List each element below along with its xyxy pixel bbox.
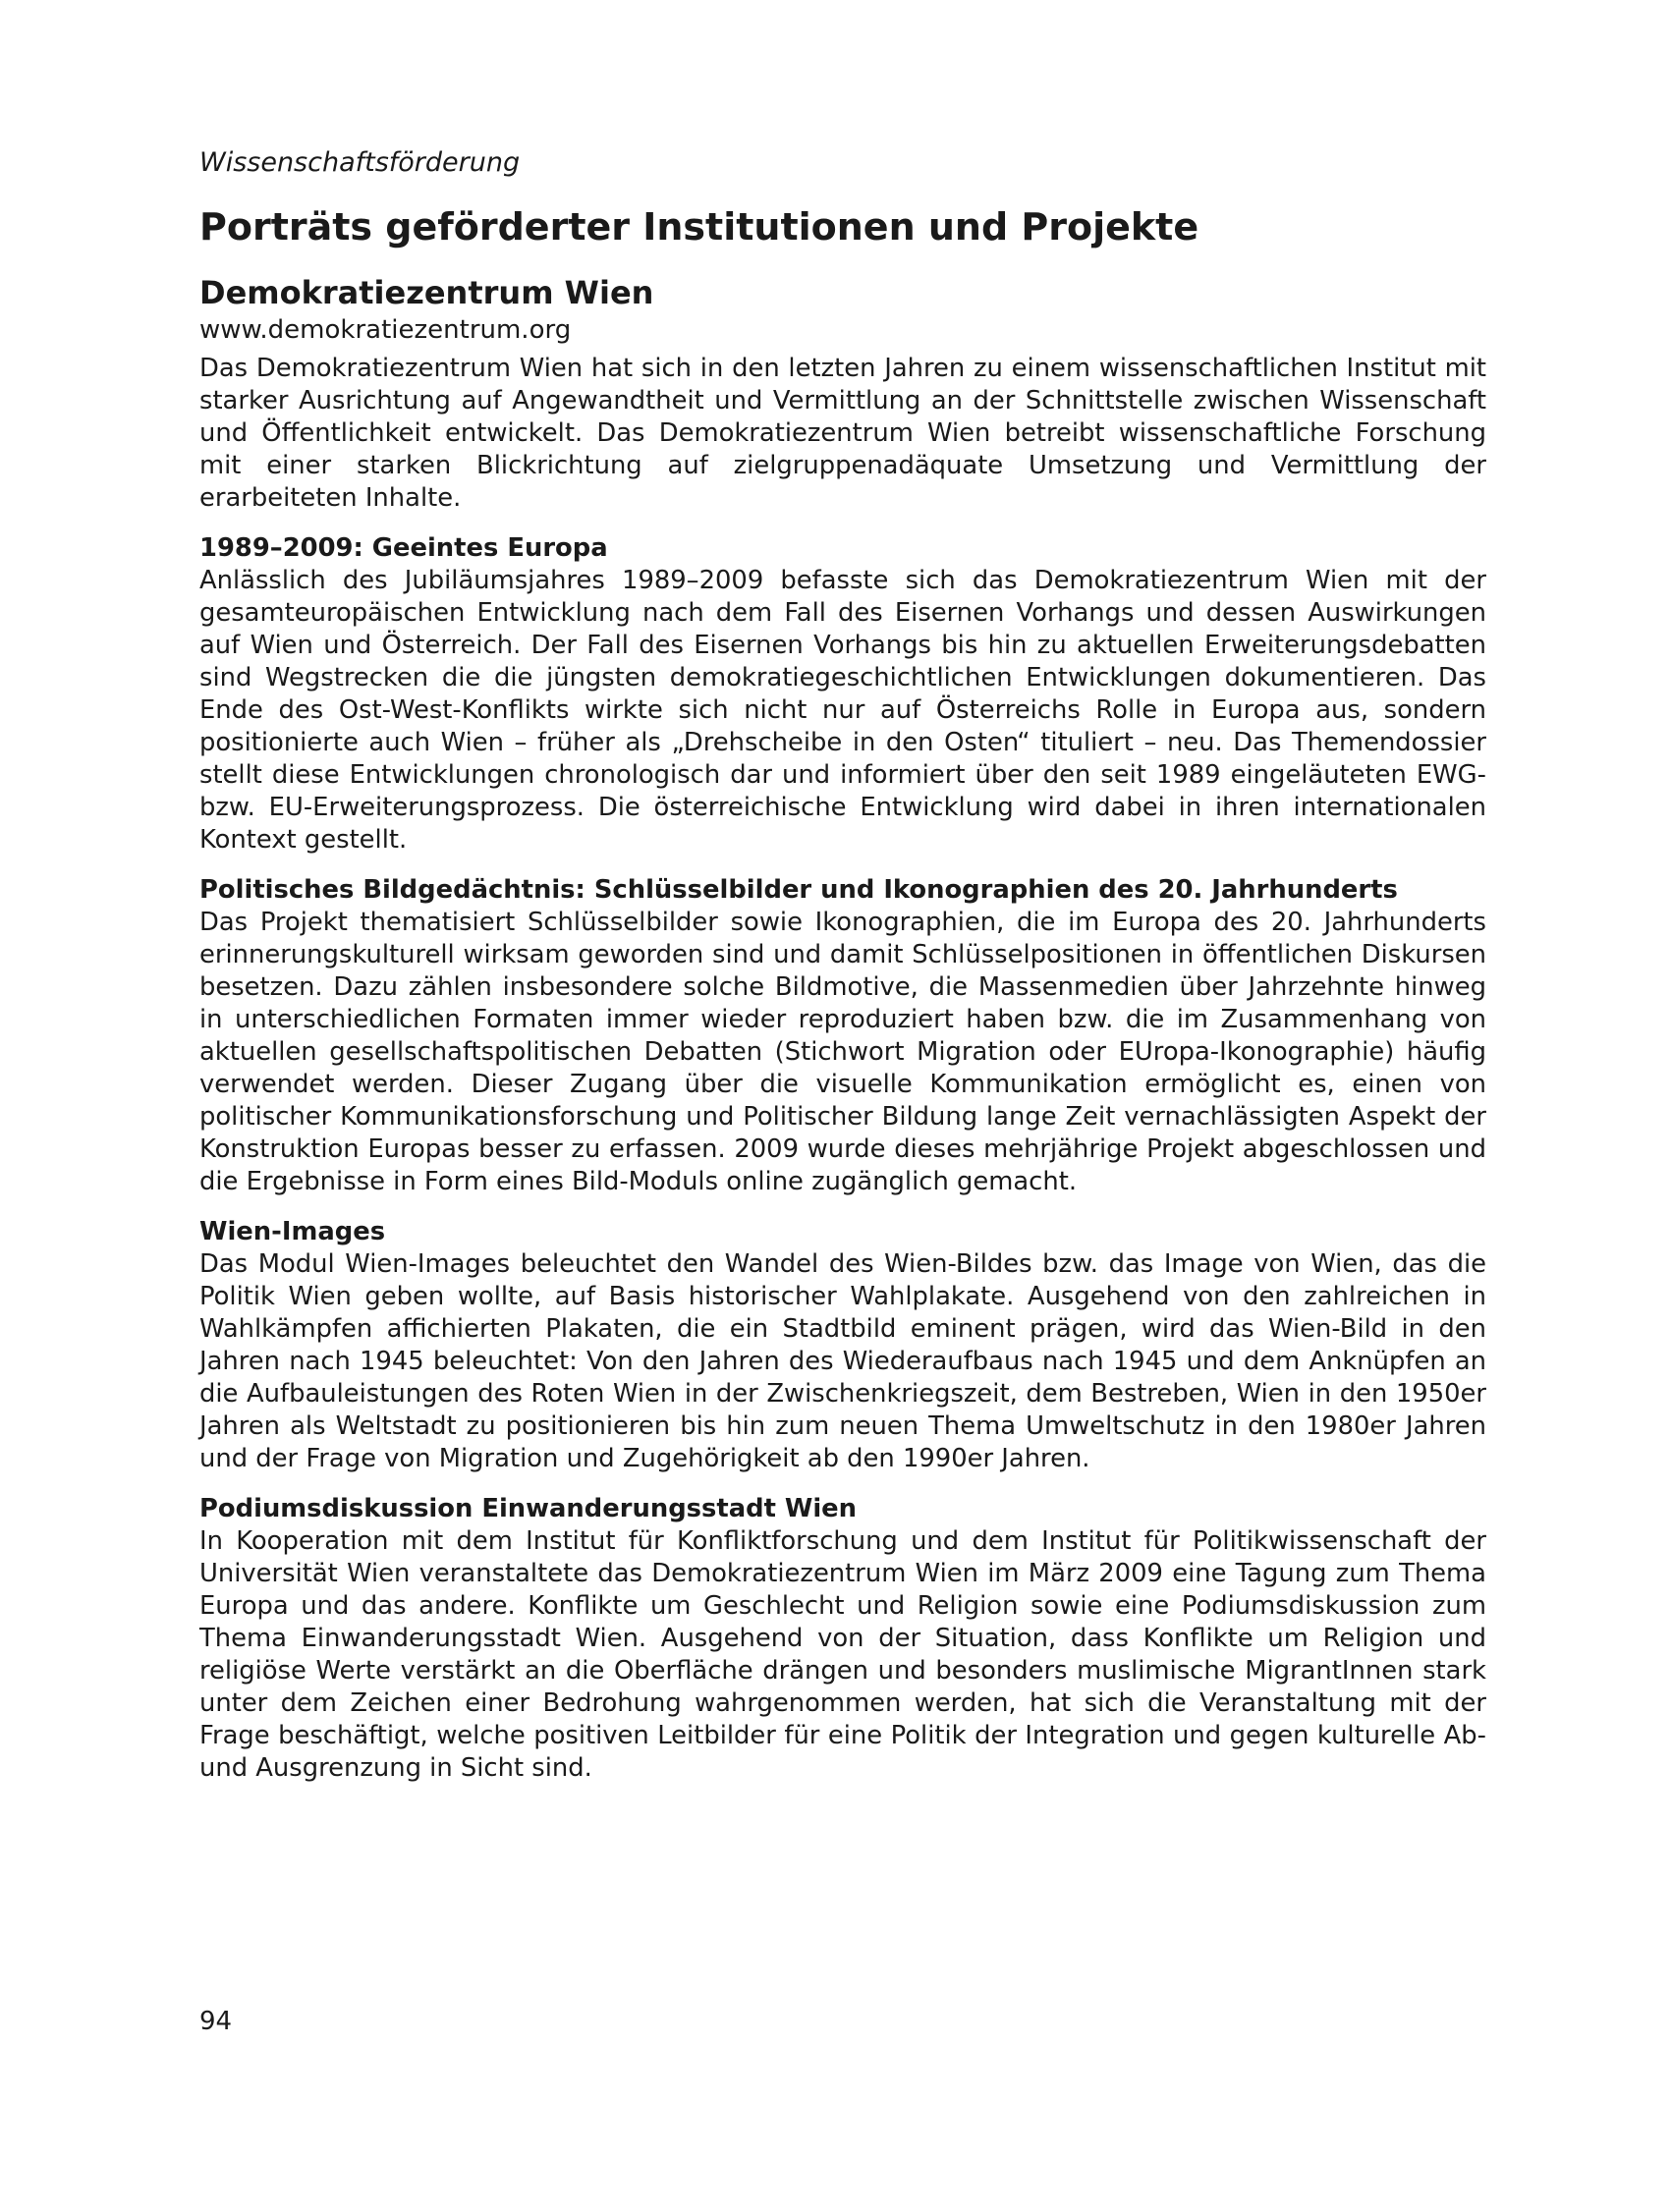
section-body-bildgedaechtnis: Das Projekt thematisiert Schlüsselbilder sowie Ikonographien, die im Europa des 20. Jahrhunderts erinnerungskulturell wirksam geworden sind und damit Schlüsselpositionen in öffentlichen Diskursen besetzen. Dazu zählen insbesondere solche Bildmotive, die Massenmedien über Jahrzehnte hinweg in unterschiedlichen Formaten immer wieder reproduziert haben bzw. die im Zusammenhang von aktuellen gesellschaftspolitischen Debatten (Stichwort Migration oder EUropa-Ikonographie) häufig verwendet werden. Dieser Zugang über die visuelle Kommunikation ermöglicht es, einen von politischer Kommunikationsforschung und Politischer Bildung lange Zeit vernachlässigten Aspekt der Konstruktion Europas besser zu erfassen. 2009 wurde dieses mehrjährige Projekt abgeschlossen und die Ergebnisse in Form eines Bild-Moduls online zugänglich gemacht. xyxy=(199,908,1486,1196)
institution-url: www.demokratiezentrum.org xyxy=(199,315,572,345)
section-heading-podiumsdiskussion: Podiumsdiskussion Einwanderungsstadt Wien xyxy=(199,1494,858,1523)
section-heading-bildgedaechtnis: Politisches Bildgedächtnis: Schlüsselbilder und Ikonographien des 20. Jahrhunderts xyxy=(199,875,1398,905)
section-heading-geeintes-europa: 1989–2009: Geeintes Europa xyxy=(199,533,608,563)
running-head: Wissenschaftsförderung xyxy=(199,147,521,178)
institution-name: Demokratiezentrum Wien xyxy=(199,274,654,311)
section-heading-wien-images: Wien-Images xyxy=(199,1217,386,1246)
page-number: 94 xyxy=(199,2007,233,2036)
institution-intro: Das Demokratiezentrum Wien hat sich in den letzten Jahren zu einem wissenschaftlichen Institut mit starker Ausrichtung auf Angewandtheit und Vermittlung an der Schnittstelle zwischen Wissenschaft und Öffentlichkeit entwickelt. Das Demokratiezentrum Wien betreibt wissenschaftliche Forschung mit einer starken Blickrichtung auf zielgruppenadäquate Umsetzung und Vermittlung der erarbeiteten Inhalte. xyxy=(199,354,1486,513)
section-body-podiumsdiskussion: In Kooperation mit dem Institut für Konfliktforschung und dem Institut für Politikwissenschaft der Universität Wien veranstaltete das Demokratiezentrum Wien im März 2009 eine Tagung zum Thema Europa und das andere. Konflikte um Geschlecht und Religion sowie eine Podiumsdiskussion zum Thema Einwanderungsstadt Wien. Ausgehend von der Situation, dass Konflikte um Religion und religiöse Werte verstärkt an die Oberfläche drängen und besonders muslimische MigrantInnen stark unter dem Zeichen einer Bedrohung wahrgenommen werden, hat sich die Veranstaltung mit der Frage beschäftigt, welche positiven Leitbilder für eine Politik der Integration und gegen kulturelle Ab- und Ausgrenzung in Sicht sind. xyxy=(199,1526,1486,1783)
page-content xyxy=(199,145,1486,1785)
page-title: Porträts geförderter Institutionen und Projekte xyxy=(199,205,1199,249)
section-body-wien-images: Das Modul Wien-Images beleuchtet den Wandel des Wien-Bildes bzw. das Image von Wien, das die Politik Wien geben wollte, auf Basis historischer Wahlplakate. Ausgehend von den zahlreichen in Wahlkämpfen affichierten Plakaten, die ein Stadtbild eminent prägen, wird das Wien-Bild in den Jahren nach 1945 beleuchtet: Von den Jahren des Wiederaufbaus nach 1945 und dem Anknüpfen an die Aufbauleistungen des Roten Wien in der Zwischenkriegszeit, dem Bestreben, Wien in den 1950er Jahren als Weltstadt zu positionieren bis hin zum neuen Thema Umweltschutz in den 1980er Jahren und der Frage von Migration und Zugehörigkeit ab den 1990er Jahren. xyxy=(199,1249,1486,1473)
section-body-geeintes-europa: Anlässlich des Jubiläumsjahres 1989–2009 befasste sich das Demokratiezentrum Wien mit der gesamteuropäischen Entwicklung nach dem Fall des Eisernen Vorhangs und dessen Auswirkungen auf Wien und Österreich. Der Fall des Eisernen Vorhangs bis hin zu aktuellen Erweiterungsdebatten sind Wegstrecken die die jüngsten demokratiegeschichtlichen Entwicklungen dokumentieren. Das Ende des Ost-West-Konflikts wirkte sich nicht nur auf Österreichs Rolle in Europa aus, sondern positionierte auch Wien – früher als „Drehscheibe in den Osten“ tituliert – neu. Das Themendossier stellt diese Entwicklungen chronologisch dar und informiert über den seit 1989 eingeläuteten EWG- bzw. EU-Erweiterungsprozess. Die österreichische Entwicklung wird dabei in ihren internationalen Kontext gestellt. xyxy=(199,566,1486,855)
